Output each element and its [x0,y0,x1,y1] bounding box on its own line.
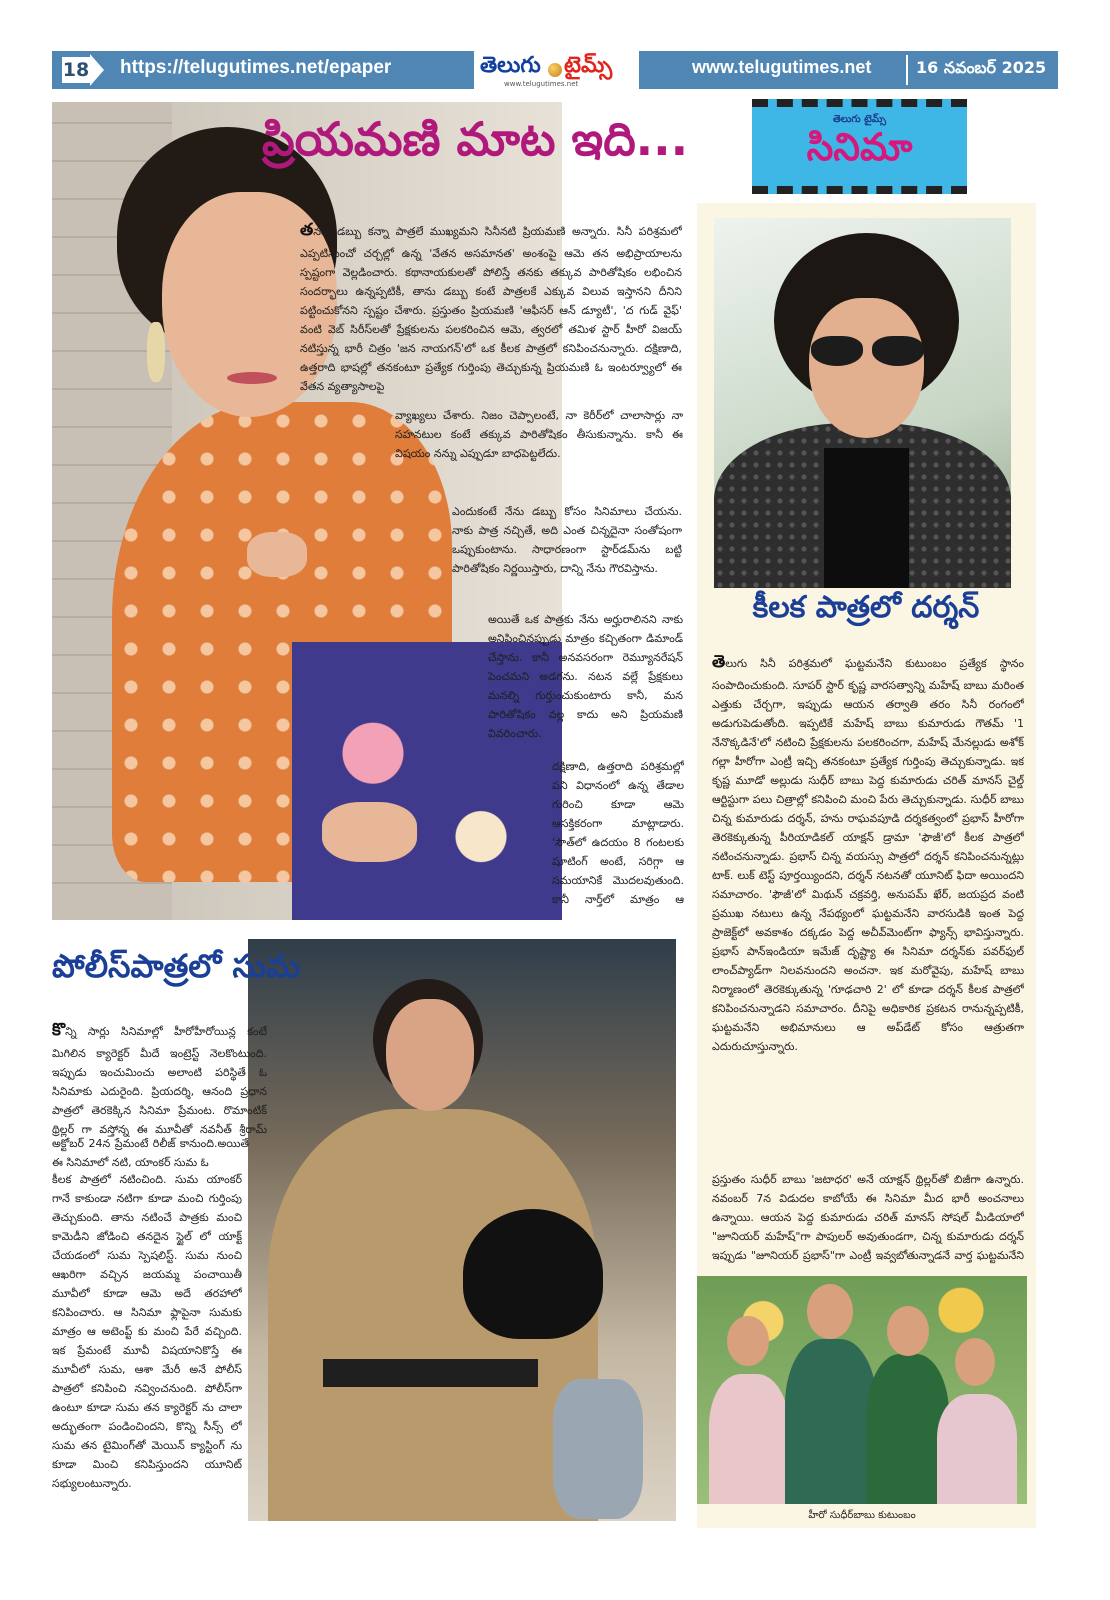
page-number: 18 [62,59,90,81]
darshan-body-1: తెలుగు సినీ పరిశ్రమలో ఘట్టమనేని కుటుంబం ప్రత్యేక స్థానం సంపాదించుకుంది. సూపర్ స్టార్ కృష్ణ వారసత్వాన్ని మహేష్ బాబు మరింత ఎత్తుకు చేర్చగా, ఇప్పుడు ఆయన తర్వాతి తరం సినీ రంగంలో అడుగుపెడుతోంది. ఇప్పటికే మహేష్ బాబు కుమారుడు గౌతమ్ '1 నేనొక్కడినే'లో నటించి ప్రేక్షకులను పలకరించగా, మహేష్ మేనల్లుడు అశోక్ గల్లా హీరోగా ఎంట్రీ ఇచ్చి తనకంటూ ప్రత్యేక గుర్తింపు తెచ్చుకున్నాడు. ఇక కృష్ణ మూడో అల్లుడు సుధీర్ బాబు పెద్ద కుమారుడు చరిత్ మానస్ చైల్డ్ ఆర్టిస్టుగా పలు చిత్రాల్లో కనిపించి మంచి పేరు తెచ్చుకున్నాడు. సుధీర్ బాబు చిన్న కుమారుడు దర్శన్, హను రాఘవపూడి దర్శకత్వంలో ప్రభాస్ హీరోగా తెరకెక్కుతున్న పీరియాడికల్ యాక్షన్ డ్రామా 'ఫౌజీ'లో కీలక పాత్రలో నటించనున్నాడు. ప్రభాస్ చిన్న వయస్సు పాత్రలో దర్శన్ కనిపించనున్నట్లు టాక్. లుక్ టెస్ట్ పూర్తయ్యిందని, దర్శన్ నటనతో యూనిట్ ఫిదా అయిందని సమాచారం. 'ఫౌజీ'లో మిథున్ చక్రవర్తి, అనుపమ్ ఖేర్, జయప్రద వంటి ప్రముఖ నటులు ఉన్న నేపథ్యంలో ఘట్టమనేని వారసుడికి ఇంత పెద్ద ప్రాజెక్ట్‌లో అవకాశం దక్కడం పెద్ద అచీవ్‌మెంట్‌గా ఫ్యాన్స్ భావిస్తున్నారు. ప్రభాస్ పాన్ఇండియా ఇమేజ్ దృష్ట్యా ఈ సినిమా దర్శన్‌కు పవర్‌ఫుల్ లాంచ్‌ప్యాడ్‌గా నిలవనుందని అంచనా. ఇక మరోవైపు, మహేష్ బాబు నిర్మాణంలో తెరకెక్కుతున్న 'గూఢచారి 2' లో కూడా దర్శన్ కీలక పాత్రలో కనిపించనున్నాడని సమాచారం. దీనిపై అధికారిక ప్రకటన రానున్నప్పటికీ, ఘట్టమనేని అభిమానులు ఆ అప్‌డేట్ కోసం ఆత్రుతగా ఎదురుచూస్తున్నారు. [712,652,1024,1053]
logo-subtext: www.telugutimes.net [504,80,579,88]
cinema-section-badge [752,99,967,194]
suma-body-2: అక్టోబర్ 24న ప్రేమంటే రిలీజ్ కానుంది.అయితే ఈ సినిమాలో నటి, యాంకర్ సుమ ఓ [52,1137,249,1169]
telugu-times-logo[interactable] [474,51,639,91]
cinema-badge-brand: తెలుగు టైమ్స్ [832,114,887,125]
darshan-photo [714,218,1011,588]
sudheer-family-photo [697,1276,1027,1504]
epaper-link[interactable]: https://telugutimes.net/epaper [120,57,392,78]
cinema-badge-title: సినిమా [806,125,913,169]
priyamani-dropcap: త [300,220,314,240]
suma-headline: పోలీస్‌పాత్రలో సుమ [52,947,300,985]
suma-photo [248,939,676,1521]
globe-icon [548,63,562,77]
website-link[interactable]: www.telugutimes.net [692,57,872,77]
header-divider [906,55,908,85]
priyamani-body-4: అయితే ఒక పాత్రకు నేను అర్హురాలినని నాకు అనిపించినప్పుడు మాత్రం కచ్చితంగా డిమాండ్ చేస్తాను. కానీ అనవసరంగా రెమ్యూనరేషన్ పెంచమని అడగను. నటన వల్లే ప్రేక్షకులు మనల్ని గుర్తుంచుకుంటారు కానీ, మన పారితోషికం వల్ల కాదు అని ప్రియమణి వివరించారు. [488,613,683,740]
priyamani-body-5: దక్షిణాది, ఉత్తరాది పరిశ్రమల్లో పని విధానంలో ఉన్న తేడాల గురించి కూడా ఆమె ఆసక్తికరంగా మాట్లాడారు. 'సౌత్‌లో ఉదయం 8 గంటలకు షూటింగ్ అంటే, సరిగ్గా ఆ సమయానికే మొదలవుతుంది. కానీ నార్త్‌లో మాత్రం ఆ [552,760,684,906]
logo-text-telugu: తెలుగు [480,53,541,78]
suma-body-1: కొన్ని సార్లు సినిమాల్లో హీరోహీరోయిన్ల కంటే మిగిలిన క్యారెక్టర్ మీదే ఇంట్రెస్ట్ నెలకొంటుంది. ఇప్పుడు ఇంచుమించు అలాంటి పరిస్థితే ఓ సినిమాకు ఎదురైంది. ప్రియదర్శి, ఆనంది ప్రధాన పాత్రలో తెరకెక్కిన సినిమా ప్రేమంట. రొమాంటిక్ థ్రిల్లర్ గా వస్తోన్న ఈ మూవీతో నవనీత్ శ్రీరామ్ [52,1020,267,1136]
darshan-headline: కీలక పాత్రలో దర్శన్ [752,590,980,625]
logo-text-times: టైమ్స్ [564,53,613,78]
chevron-right-icon [90,54,104,86]
suma-body-3: కీలక పాత్రలో నటించింది. సుమ యాంకర్ గానే కాకుండా నటిగా కూడా మంచి గుర్తింపు తెచ్చుకుంది. తాను నటించే పాత్రకు మంచి కామెడీని జోడించి తనదైన స్టైల్ లో యాక్ట్ చేయడంలో సుమ స్పెషలిస్ట్. సుమ నుంచి ఆఖరిగా వచ్చిన జయమ్మ పంచాయితీ మూవీలో కూడా ఆమె అదే తరహాలో కనిపించారు. ఆ సినిమా ఫ్లాపైనా సుమకు మాత్రం ఆ అటెంప్ట్ కు మంచి పేరే వచ్చింది. ఇక ప్రేమంటే మూవీ విషయానికొస్తే ఈ మూవీలో సుమ, ఆశా మేరీ అనే పోలీస్ పాత్రలో కనిపించి నవ్వించనుంది. పోలీస్‌గా ఉంటూ కూడా సుమ తన క్యారెక్టర్ ను చాలా అద్భుతంగా పండించిందని, కొన్ని సీన్స్ లో సుమ తన టైమింగ్‌తో మెయిన్ క్యాస్టింగ్ ను కూడా మించి కనిపిస్తుందని యూనిట్ సభ్యులంటున్నారు. [52,1173,242,1490]
priyamani-headline: ప్రియమణి మాట ఇది... [262,112,689,166]
priyamani-body-1: తనకు డబ్బు కన్నా పాత్రలే ముఖ్యమని సినీనటి ప్రియమణి అన్నారు. సినీ పరిశ్రమలో ఎప్పటినుంచో చర్చల్లో ఉన్న 'వేతన అసమానత' అంశంపై ఆమె తన అభిప్రాయాలను స్పష్టంగా వెల్లడించారు. కథానాయకులతో పోలిస్తే తనకు తక్కువ పారితోషికం లభించిన సందర్భాలు ఉన్నప్పటికీ, తాను డబ్బు కంటే పాత్రలకే ఎక్కువ విలువ ఇస్తానని దీనిని పట్టించుకోనని స్పష్టం చేశారు. ప్రస్తుతం ప్రియమణి 'ఆఫీసర్ ఆన్ డ్యూటీ', 'ద గుడ్ వైఫ్' వంటి వెబ్ సిరీస్‌లతో ప్రేక్షకులను పలకరించిన ఆమె, త్వరలో తమిళ స్టార్ హీరో విజయ్ నటిస్తున్న భారీ చిత్రం 'జన నాయగన్'లో ఒక కీలక పాత్రలో కనిపించనున్నారు. దక్షిణాది, ఉత్తరాది భాషల్లో తనకంటూ ప్రత్యేక గుర్తింపు తెచ్చుకున్న ప్రియమణి ఓ ఇంటర్వ్యూలో ఈ వేతన వ్యత్యాసాలపై [300,220,682,393]
family-photo-caption: హీరో సుధీర్‌బాబు కుటుంబం [808,1510,916,1521]
darshan-dropcap: తె [712,652,726,672]
issue-date: 16 నవంబర్ 2025 [916,58,1047,77]
darshan-body-2: ప్రస్తుతం సుధీర్ బాబు 'జటాధర' అనే యాక్షన్ థ్రిల్లర్‌తో బిజీగా ఉన్నారు. నవంబర్ 7న విడుదల కాబోయే ఈ సినిమా మీద భారీ అంచనాలు ఉన్నాయి. ఆయన పెద్ద కుమారుడు చరిత్ మానస్ సోషల్ మీడియాలో "జూనియర్ మహేష్"గా పాపులర్ అవుతుండగా, చిన్న కుమారుడు దర్శన్ ఇప్పుడు "జూనియర్ ప్రభాస్"గా ఎంట్రీ ఇవ్వబోతున్నాడనే వార్త ఘట్టమనేని [712,1173,1024,1262]
priyamani-body-2: వ్యాఖ్యలు చేశారు. నిజం చెప్పాలంటే, నా కెరీర్‌లో చాలాసార్లు నా సహనటుల కంటే తక్కువ పారితోషికం తీసుకున్నాను. కానీ ఈ విషయం నన్ను ఎప్పుడూ బాధపెట్టలేదు. [395,409,683,460]
suma-dropcap: కొ [52,1020,66,1040]
priyamani-body-3: ఎందుకంటే నేను డబ్బు కోసం సినిమాలు చేయను. నాకు పాత్ర నచ్చితే, అది ఎంత చిన్నదైనా సంతోషంగా ఒప్పుకుంటాను. సాధారణంగా స్టార్‌డమ్‌ను బట్టి పారితోషికం నిర్ణయిస్తారు, దాన్ని నేను గౌరవిస్తాను. [452,505,682,575]
